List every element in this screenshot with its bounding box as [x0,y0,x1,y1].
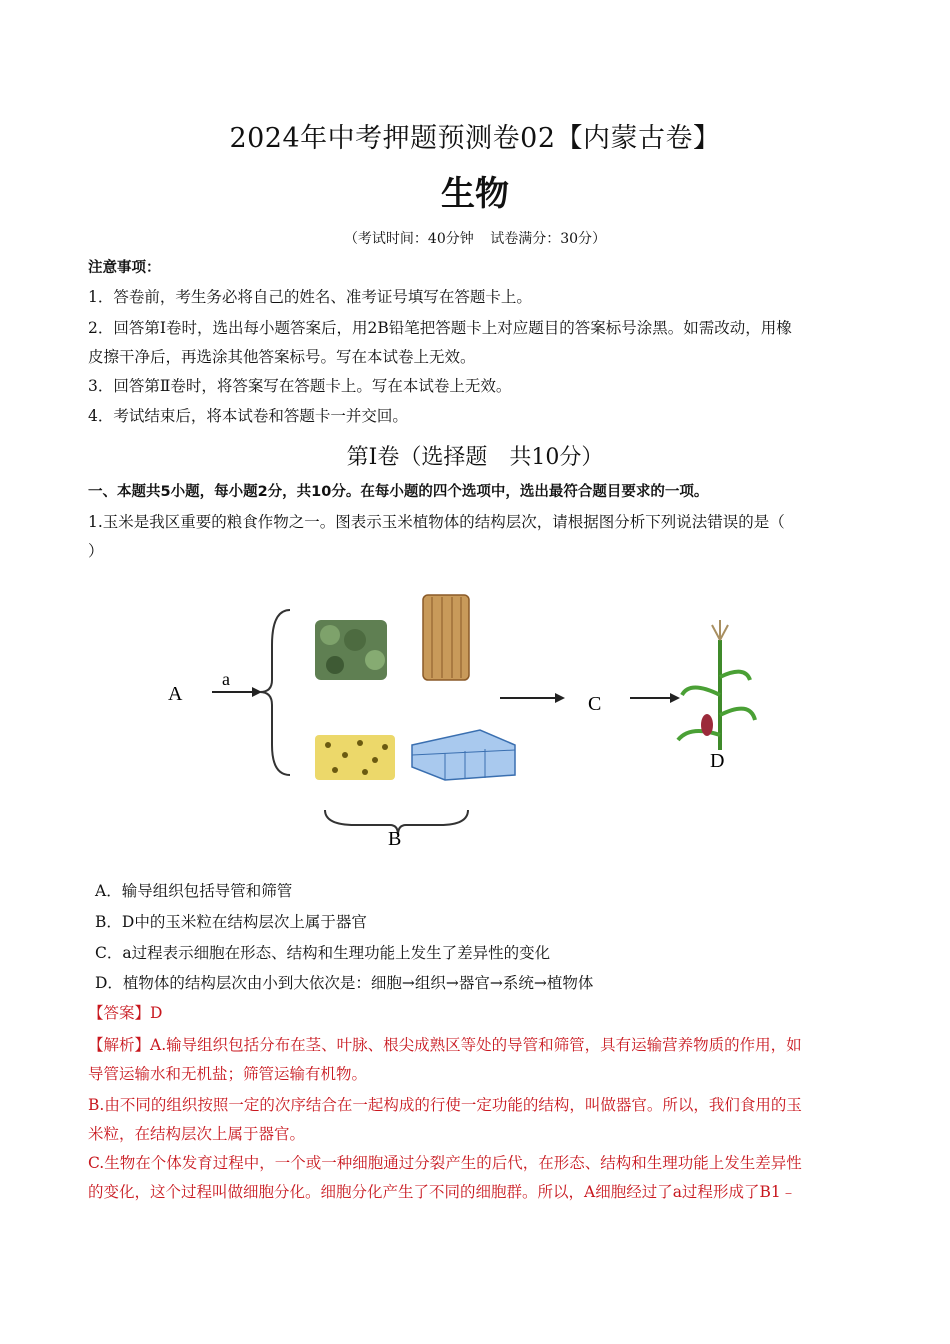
left-brace [260,610,290,775]
option-B: B．D中的玉米粒在结构层次上属于器官 [95,913,367,931]
label-D: D [710,750,725,772]
protective-tissue-image [315,620,387,680]
nutrient-tissue-image [315,735,395,780]
notes-heading: 注意事项： [88,260,161,276]
label-A: A [168,683,183,705]
section-title: 第Ⅰ卷（选择题 共10分） [346,445,604,470]
option-A: A．输导组织包括导管和筛管 [95,882,293,900]
question-stem-cont: ） [88,542,104,560]
note-item: 3．回答第Ⅱ卷时，将答案写在答题卡上。写在本试卷上无效。 [88,377,512,395]
arrowhead-to-D [670,693,680,703]
option-D: D．植物体的结构层次由小到大依次是：细胞→组织→器官→系统→植物体 [95,974,594,992]
corn-plant-image [678,620,755,750]
exam-score: 试卷满分：30分） [490,231,607,247]
analysis-label: 【解析】 [88,1036,151,1054]
answer-value: D [150,1004,163,1022]
plant-structure-figure [160,585,780,855]
analysis-line [88,1035,878,1055]
meristem-tissue-image [412,730,515,780]
analysis-line: 的变化，这个过程叫做细胞分化。细胞分化产生了不同的细胞群。所以，A细胞经过了a过程形成了B1﹣ [88,1183,797,1201]
note-item: 1．答卷前，考生务必将自己的姓名、准考证号填写在答题卡上。 [88,288,532,306]
subject-title: 生物 [441,174,509,214]
analysis-line: B.由不同的组织按照一定的次序结合在一起构成的行使一定功能的结构，叫做器官。所以，我们食用的玉 [88,1096,802,1114]
answer-label: 【答案】 [88,1004,151,1022]
conducting-tissue-image [423,595,469,680]
exam-meta [0,228,950,248]
arrowhead-to-C [555,693,565,703]
exam-title: 2024年中考押题预测卷02【内蒙古卷】 [229,123,721,154]
label-C: C [588,693,602,715]
analysis-line: 导管运输水和无机盐；筛管运输有机物。 [88,1065,368,1083]
note-item: 皮擦干净后，再选涂其他答案标号。写在本试卷上无效。 [88,348,476,366]
section-instruction: 一、本题共5小题，每小题2分，共10分。在每小题的四个选项中，选出最符合题目要求的一项。 [88,484,709,500]
question-stem: 1.玉米是我区重要的粮食作物之一。图表示玉米植物体的结构层次，请根据图分析下列说法错误的是（ [88,513,785,531]
analysis-line: C.生物在个体发育过程中，一个或一种细胞通过分裂产生的后代，在形态、结构和生理功能上发生差异性 [88,1154,802,1172]
exam-time: （考试时间：40分钟 [343,231,474,247]
answer-line [88,1003,868,1023]
note-item: 2．回答第Ⅰ卷时，选出每小题答案后，用2B铅笔把答题卡上对应题目的答案标号涂黑。如需改动，用橡 [88,319,792,337]
option-C: C．a过程表示细胞在形态、结构和生理功能上发生了差异性的变化 [95,944,551,962]
analysis-line: 米粒，在结构层次上属于器官。 [88,1125,306,1143]
label-a: a [222,669,230,689]
analysis-text: A.输导组织包括分布在茎、叶脉、根尖成熟区等处的导管和筛管，具有运输营养物质的作用，如 [150,1036,802,1054]
label-B: B [388,828,402,850]
note-item: 4．考试结束后，将本试卷和答题卡一并交回。 [88,407,408,425]
